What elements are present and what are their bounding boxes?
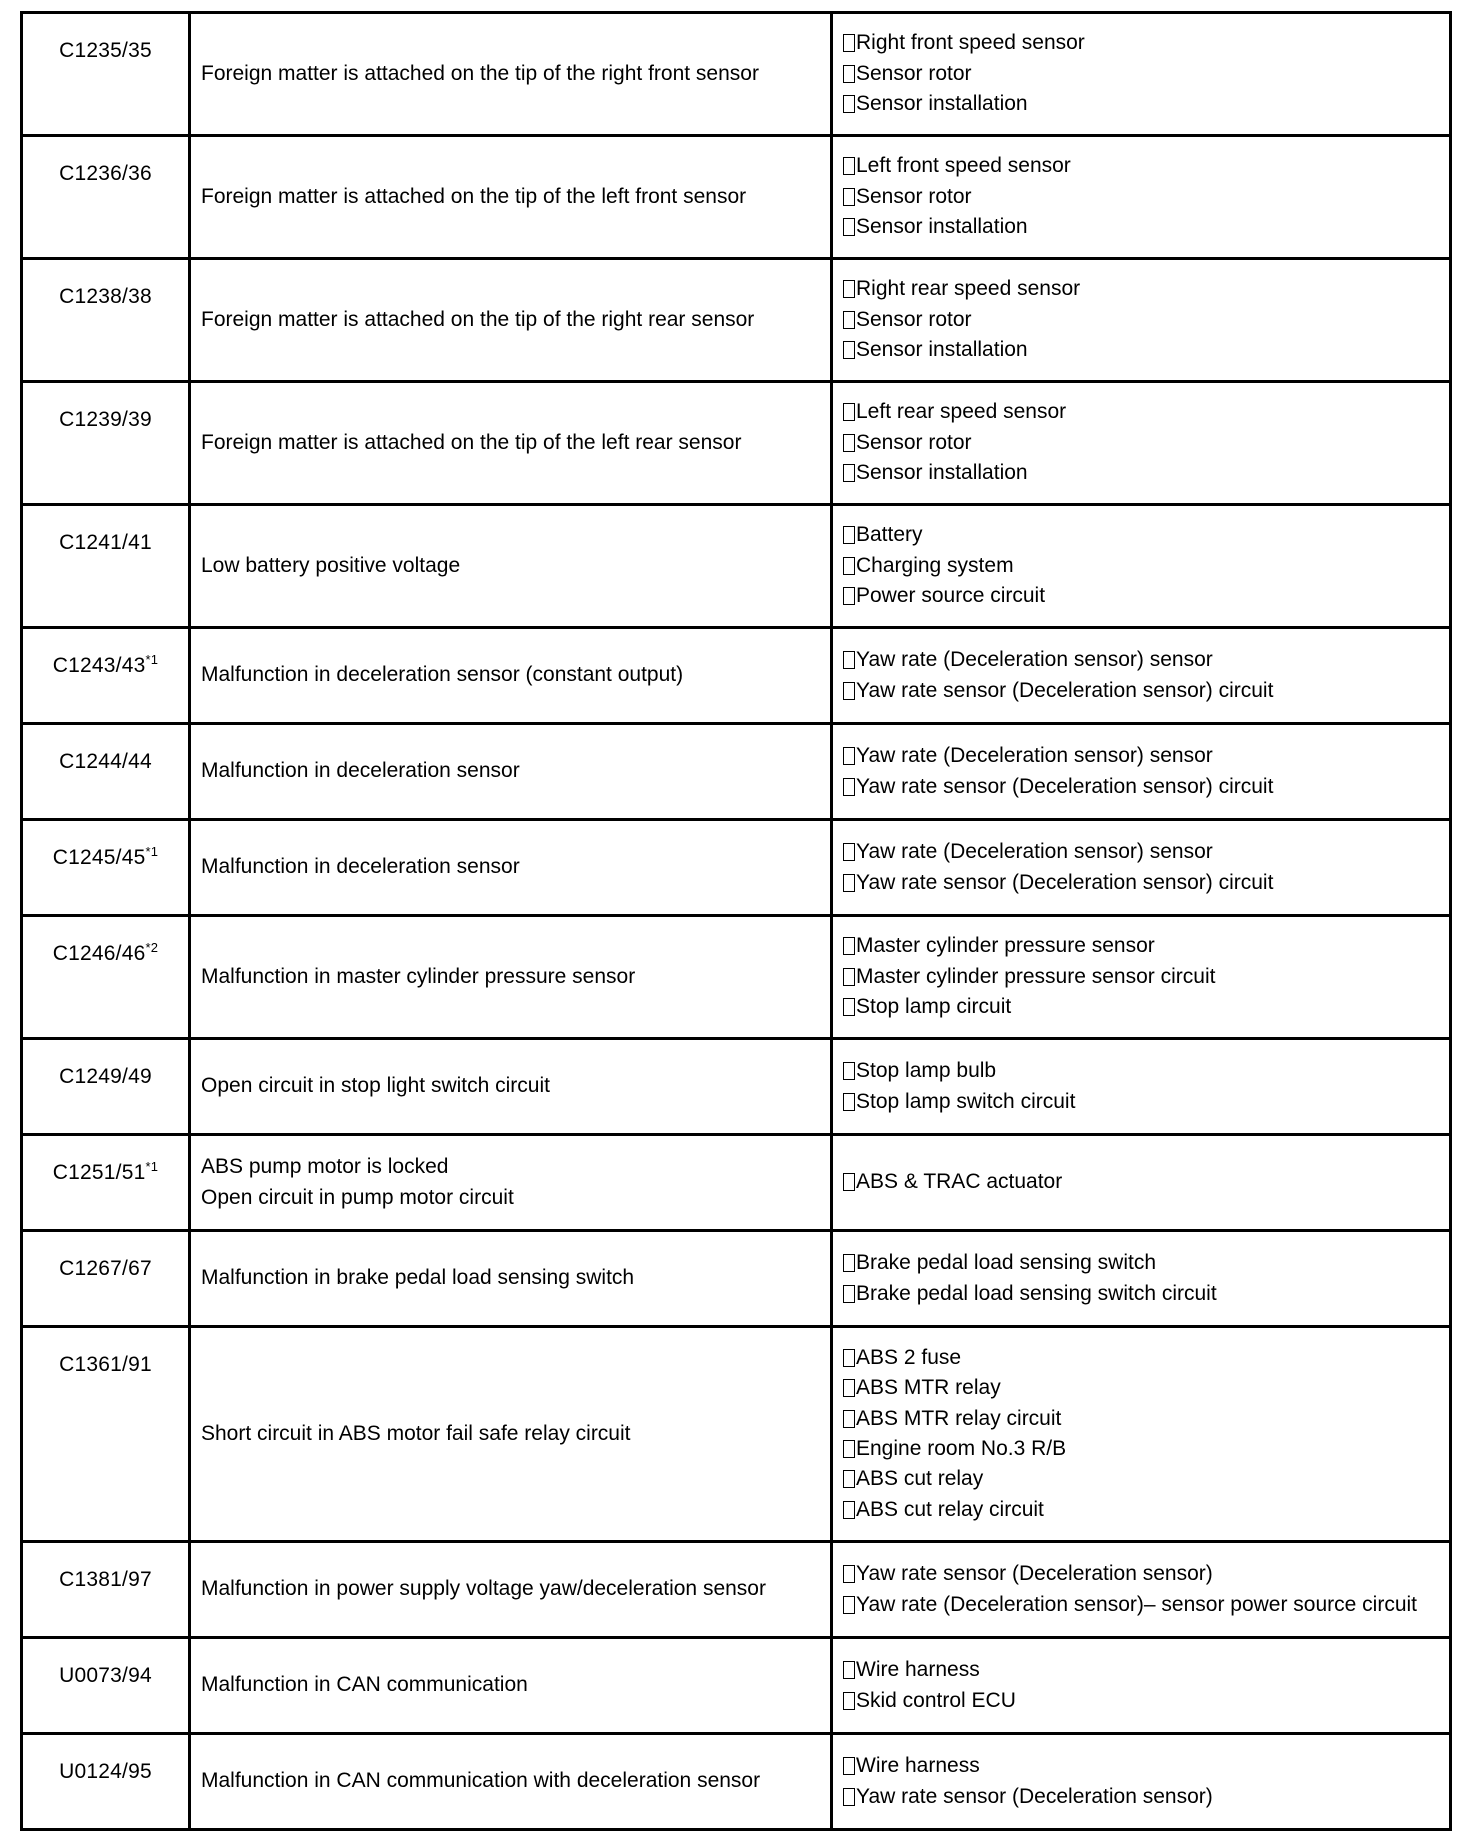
table-row [22,259,1451,382]
trouble-area-item [843,335,1449,365]
checkbox-square-icon [843,188,855,206]
detection-item-text: Open circuit in stop light switch circuit [201,1074,550,1098]
dtc-footnote-marker: *1 [145,652,159,667]
dtc-code-cell [22,1231,190,1327]
detection-item-cell [190,1135,832,1231]
dtc-code-cell [22,916,190,1039]
trouble-area-item [843,1464,1449,1494]
dtc-code: C1245/45 [52,846,146,869]
trouble-area-text: Skid control ECU [856,1688,1016,1712]
checkbox-square-icon [843,587,855,605]
dtc-code-cell [22,1327,190,1542]
table-row [22,13,1451,136]
trouble-area-item [843,182,1449,212]
checkbox-square-icon [843,341,855,359]
table-row [22,1039,1451,1135]
trouble-area-cell [832,1542,1451,1638]
trouble-area-item [843,305,1449,335]
trouble-area-item [843,1087,1449,1117]
table-row [22,505,1451,628]
trouble-area-item [843,458,1449,488]
checkbox-square-icon [843,778,855,796]
trouble-area-text: Sensor rotor [856,61,972,85]
checkbox-square-icon [843,526,855,544]
trouble-area-text: Yaw rate sensor (Deceleration sensor) circuit [856,774,1274,798]
trouble-area-item [843,837,1449,867]
trouble-area-cell [832,1231,1451,1327]
trouble-area-text: ABS cut relay [856,1467,984,1491]
trouble-area-text: Left front speed sensor [856,154,1071,178]
trouble-area-item [843,397,1449,427]
dtc-table [20,11,1452,1831]
checkbox-square-icon [843,34,855,52]
trouble-area-item [843,992,1449,1022]
dtc-code-cell [22,505,190,628]
trouble-area-cell [832,382,1451,505]
dtc-table-body [22,13,1451,1830]
detection-item-cell [190,916,832,1039]
trouble-area-text: Right rear speed sensor [856,277,1081,301]
dtc-code: C1267/67 [59,1257,152,1280]
checkbox-square-icon [843,968,855,986]
detection-item-text: Malfunction in deceleration sensor [201,759,520,783]
checkbox-square-icon [843,1062,855,1080]
trouble-area-text: Left rear speed sensor [856,400,1067,424]
trouble-area-text: Brake pedal load sensing switch [856,1251,1157,1275]
checkbox-square-icon [843,1440,855,1458]
trouble-area-cell [832,259,1451,382]
trouble-area-text: Sensor rotor [856,307,972,331]
dtc-code-cell [22,13,190,136]
trouble-area-text: Sensor rotor [856,184,972,208]
table-row [22,916,1451,1039]
trouble-area-cell [832,628,1451,724]
trouble-area-text: Sensor installation [856,461,1028,485]
dtc-code: C1241/41 [59,531,152,554]
trouble-area-cell [832,1327,1451,1542]
trouble-area-cell [832,1135,1451,1231]
trouble-area-item [843,1686,1449,1716]
detection-item-text: Foreign matter is attached on the tip of the left front sensor [201,184,747,208]
detection-item-text: Open circuit in pump motor circuit [201,1185,514,1209]
trouble-area-text: Sensor installation [856,215,1028,239]
trouble-area-text: Master cylinder pressure sensor [856,934,1155,958]
dtc-code: U0124/95 [59,1760,152,1783]
dtc-code-cell [22,724,190,820]
checkbox-square-icon [843,1349,855,1367]
checkbox-square-icon [843,682,855,700]
table-row [22,1734,1451,1830]
checkbox-square-icon [843,65,855,83]
trouble-area-item [843,868,1449,898]
dtc-code: C1361/91 [59,1353,152,1376]
trouble-area-text: Right front speed sensor [856,31,1085,55]
trouble-area-item [843,1343,1449,1373]
dtc-code-cell [22,1734,190,1830]
trouble-area-text: ABS cut relay circuit [856,1497,1044,1521]
trouble-area-item [843,28,1449,58]
trouble-area-item [843,1495,1449,1525]
trouble-area-item [843,212,1449,242]
dtc-code-cell [22,136,190,259]
table-row [22,724,1451,820]
trouble-area-text: Wire harness [856,1658,980,1682]
checkbox-square-icon [843,280,855,298]
detection-item-cell [190,820,832,916]
dtc-code: C1249/49 [59,1065,152,1088]
trouble-area-item [843,772,1449,802]
trouble-area-text: Stop lamp circuit [856,995,1012,1019]
detection-item-text: Foreign matter is attached on the tip of the right front sensor [201,61,759,85]
checkbox-square-icon [843,937,855,955]
trouble-area-text: Yaw rate (Deceleration sensor) sensor [856,648,1213,672]
checkbox-square-icon [843,843,855,861]
detection-item-text: Foreign matter is attached on the tip of the right rear sensor [201,307,755,331]
trouble-area-item [843,151,1449,181]
checkbox-square-icon [843,1173,855,1191]
dtc-code-cell [22,259,190,382]
checkbox-square-icon [843,1565,855,1583]
dtc-code: C1381/97 [59,1568,152,1591]
trouble-area-item [843,1559,1449,1589]
dtc-code-cell [22,628,190,724]
trouble-area-text: Yaw rate (Deceleration sensor) sensor [856,840,1213,864]
trouble-area-cell [832,1734,1451,1830]
dtc-footnote-marker: *2 [145,940,159,955]
dtc-footnote-marker: *1 [145,1159,159,1174]
checkbox-square-icon [843,95,855,113]
dtc-code: C1235/35 [59,39,152,62]
trouble-area-text: Stop lamp switch circuit [856,1089,1076,1113]
table-row [22,1542,1451,1638]
checkbox-square-icon [843,1285,855,1303]
checkbox-square-icon [843,157,855,175]
checkbox-square-icon [843,1788,855,1806]
dtc-code: C1251/51 [52,1161,146,1184]
table-row [22,1231,1451,1327]
trouble-area-text: Engine room No.3 R/B [856,1437,1067,1460]
checkbox-square-icon [843,557,855,575]
detection-item-cell [190,628,832,724]
detection-item-text: Malfunction in deceleration sensor (constant output) [201,663,684,687]
detection-item-cell [190,1638,832,1734]
trouble-area-item [843,962,1449,992]
dtc-code-cell [22,382,190,505]
trouble-area-text: ABS 2 fuse [856,1345,962,1369]
detection-item-cell [190,1542,832,1638]
table-row [22,1327,1451,1542]
trouble-area-text: Yaw rate sensor (Deceleration sensor) circuit [856,870,1274,894]
detection-item-text: Malfunction in CAN communication with deceleration sensor [201,1769,761,1793]
trouble-area-text: ABS MTR relay [856,1376,1001,1400]
trouble-area-item [843,1279,1449,1309]
dtc-code: U0073/94 [59,1664,152,1687]
trouble-area-cell [832,136,1451,259]
trouble-area-text: Yaw rate (Deceleration sensor)– sensor power source circuit [856,1592,1418,1616]
trouble-area-item [843,741,1449,771]
trouble-area-item [843,1655,1449,1685]
dtc-code: C1239/39 [59,408,152,431]
detection-item-text: Short circuit in ABS motor fail safe relay circuit [201,1421,631,1445]
checkbox-square-icon [843,874,855,892]
detection-item-cell [190,136,832,259]
checkbox-square-icon [843,747,855,765]
detection-item-text: ABS pump motor is locked [201,1155,449,1179]
dtc-code-cell [22,1039,190,1135]
trouble-area-item [843,551,1449,581]
dtc-code: C1243/43 [52,654,146,677]
detection-item-cell [190,1327,832,1542]
trouble-area-text: Brake pedal load sensing switch circuit [856,1281,1217,1305]
checkbox-square-icon [843,1692,855,1710]
dtc-code: C1238/38 [59,285,152,308]
trouble-area-cell [832,724,1451,820]
trouble-area-text: Stop lamp bulb [856,1059,997,1083]
table-row [22,820,1451,916]
trouble-area-item [843,274,1449,304]
table-row [22,382,1451,505]
checkbox-square-icon [843,1254,855,1272]
trouble-area-text: ABS & TRAC actuator [856,1170,1063,1194]
trouble-area-item [843,1373,1449,1403]
checkbox-square-icon [843,464,855,482]
checkbox-square-icon [843,651,855,669]
detection-item-text: Malfunction in deceleration sensor [201,855,520,879]
trouble-area-item [843,520,1449,550]
detection-item-cell [190,505,832,628]
trouble-area-item [843,1590,1449,1620]
dtc-code: C1236/36 [59,162,152,185]
detection-item-cell [190,1231,832,1327]
trouble-area-item [843,89,1449,119]
trouble-area-cell [832,820,1451,916]
trouble-area-text: Battery [856,523,923,547]
table-row [22,628,1451,724]
checkbox-square-icon [843,1501,855,1519]
dtc-code: C1246/46 [52,942,146,965]
detection-item-text: Foreign matter is attached on the tip of the left rear sensor [201,430,742,454]
trouble-area-text: Sensor installation [856,92,1028,116]
checkbox-square-icon [843,434,855,452]
trouble-area-item [843,428,1449,458]
checkbox-square-icon [843,1410,855,1428]
trouble-area-item [843,1056,1449,1086]
checkbox-square-icon [843,998,855,1016]
dtc-code: C1244/44 [59,750,152,773]
detection-item-text: Low battery positive voltage [201,553,461,577]
dtc-code-cell [22,1135,190,1231]
trouble-area-item [843,1404,1449,1434]
checkbox-square-icon [843,1379,855,1397]
trouble-area-item [843,1248,1449,1278]
table-row [22,1135,1451,1231]
dtc-code-cell [22,1638,190,1734]
checkbox-square-icon [843,1470,855,1488]
trouble-area-text: Master cylinder pressure sensor circuit [856,964,1216,988]
trouble-area-text: Yaw rate sensor (Deceleration sensor) circuit [856,678,1274,702]
trouble-area-cell [832,916,1451,1039]
trouble-area-text: Wire harness [856,1754,980,1778]
table-row [22,136,1451,259]
detection-item-text: Malfunction in power supply voltage yaw/deceleration sensor [201,1577,766,1601]
detection-item-text: Malfunction in brake pedal load sensing switch [201,1266,635,1290]
trouble-area-item [843,1782,1449,1812]
trouble-area-item [843,676,1449,706]
checkbox-square-icon [843,403,855,421]
detection-item-text: Malfunction in CAN communication [201,1673,528,1697]
detection-item-cell [190,1734,832,1830]
checkbox-square-icon [843,1661,855,1679]
checkbox-square-icon [843,1596,855,1614]
trouble-area-text: Yaw rate sensor (Deceleration sensor) [856,1562,1213,1586]
trouble-area-text: Sensor installation [856,338,1028,362]
trouble-area-text: Yaw rate (Deceleration sensor) sensor [856,744,1213,768]
trouble-area-text: Yaw rate sensor (Deceleration sensor) [856,1784,1213,1808]
dtc-code-cell [22,1542,190,1638]
checkbox-square-icon [843,218,855,236]
trouble-area-cell [832,1638,1451,1734]
detection-item-cell [190,1039,832,1135]
trouble-area-cell [832,1039,1451,1135]
checkbox-square-icon [843,1757,855,1775]
detection-item-text: Malfunction in master cylinder pressure sensor [201,964,636,988]
trouble-area-cell [832,13,1451,136]
table-row [22,1638,1451,1734]
checkbox-square-icon [843,1093,855,1111]
detection-item-cell [190,13,832,136]
trouble-area-item [843,581,1449,611]
dtc-code-cell [22,820,190,916]
trouble-area-item [843,645,1449,675]
dtc-footnote-marker: *1 [145,844,159,859]
trouble-area-cell [832,505,1451,628]
checkbox-square-icon [843,311,855,329]
trouble-area-text: Power source circuit [856,584,1046,608]
trouble-area-text: Charging system [856,553,1014,577]
trouble-area-item [843,1434,1449,1464]
detection-item-cell [190,724,832,820]
trouble-area-text: Sensor rotor [856,430,972,454]
detection-item-cell [190,259,832,382]
trouble-area-item [843,1167,1449,1197]
trouble-area-item [843,931,1449,961]
trouble-area-text: ABS MTR relay circuit [856,1406,1062,1430]
trouble-area-item [843,1751,1449,1781]
trouble-area-item [843,59,1449,89]
detection-item-cell [190,382,832,505]
